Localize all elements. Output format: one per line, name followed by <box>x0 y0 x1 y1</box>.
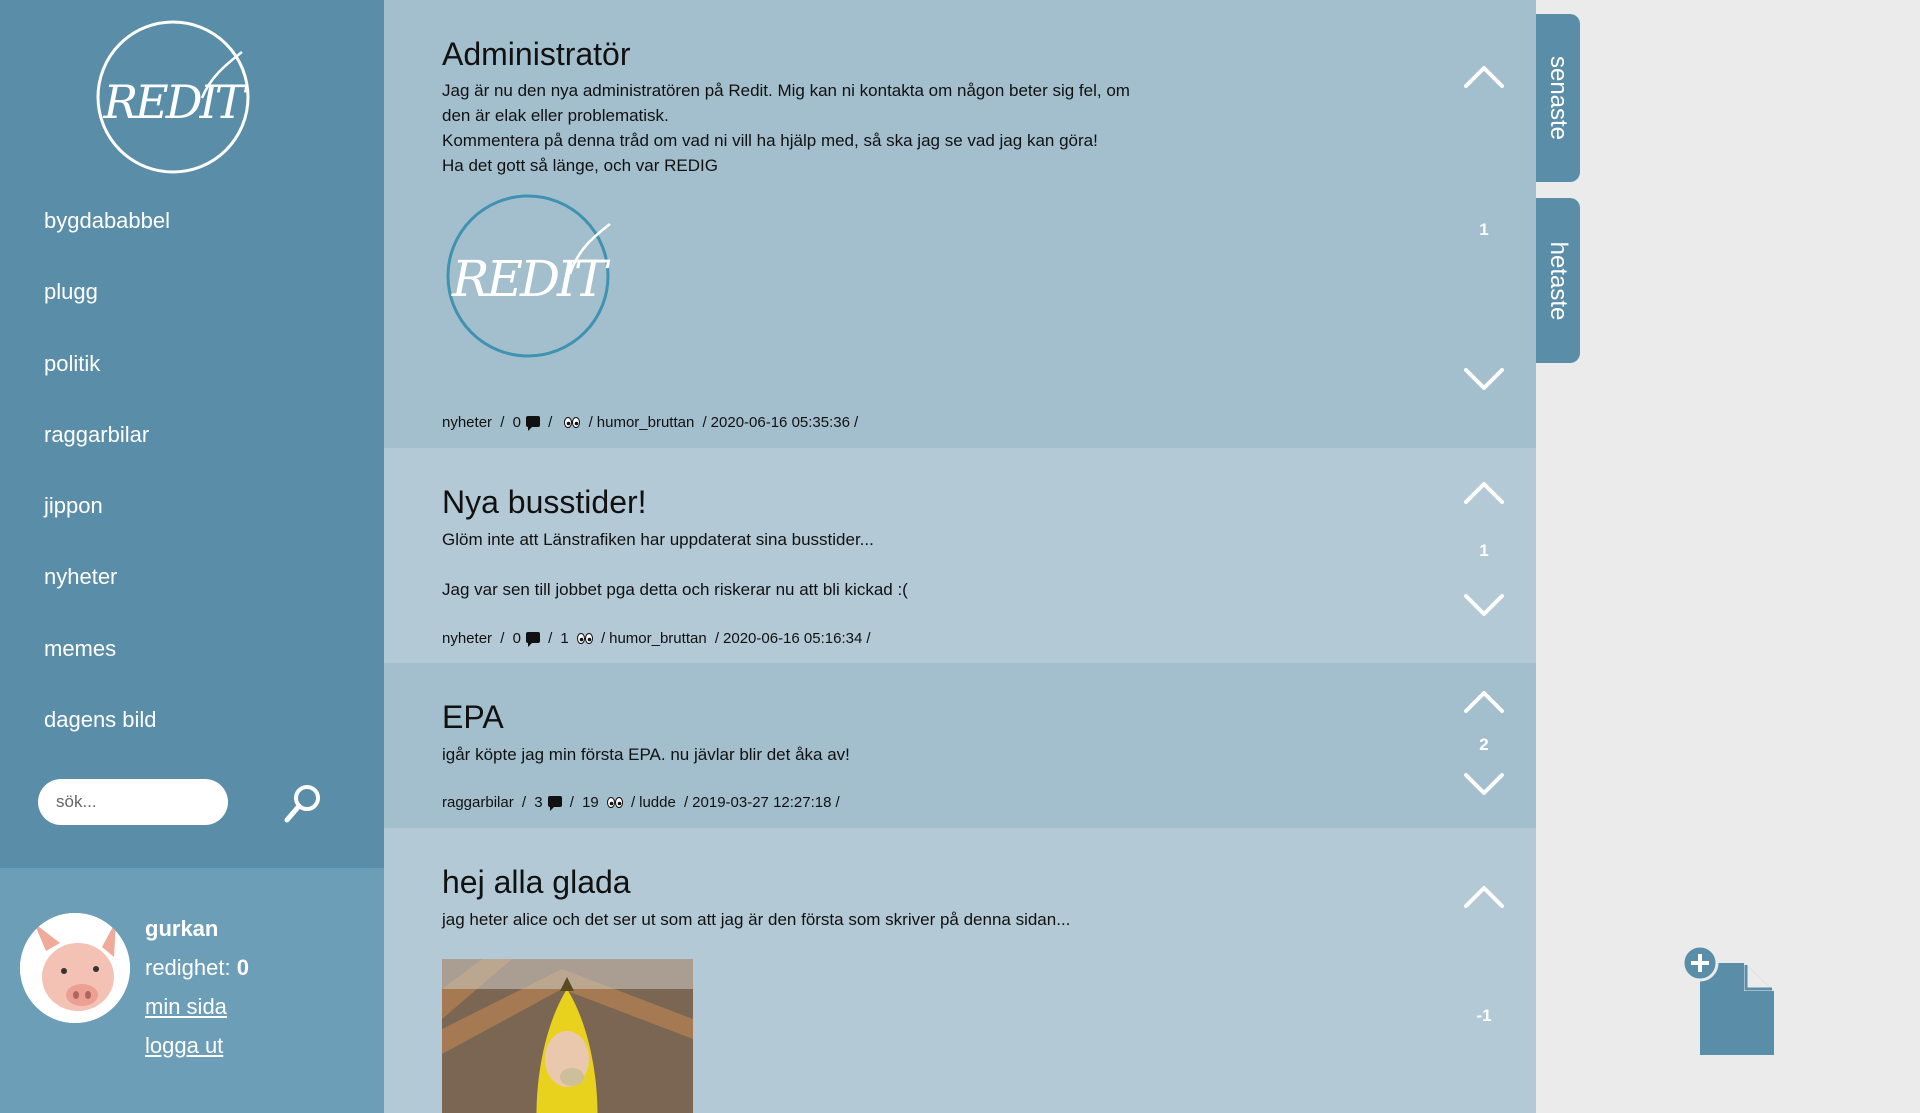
post-title[interactable]: EPA <box>442 699 504 735</box>
views-count: 19 <box>582 794 599 811</box>
meta-separator: / <box>600 630 606 647</box>
comment-count: 0 <box>512 414 521 431</box>
meta-separator: / <box>866 630 871 647</box>
meta-separator: / <box>588 414 593 431</box>
user-panel <box>0 868 384 1113</box>
vote-count: -1 <box>1476 1006 1492 1025</box>
new-post-button[interactable] <box>1682 945 1778 1060</box>
avatar[interactable] <box>20 913 130 1023</box>
comment-count: 3 <box>534 794 543 811</box>
post-body: jag heter alice och det ser ut som att jag är den första som skriver på denna sidan... <box>442 910 1071 929</box>
post-author[interactable]: humor_bruttan <box>596 414 695 431</box>
post-category[interactable]: nyheter <box>442 630 493 647</box>
post-card <box>384 448 1536 663</box>
profile-link[interactable]: min sida <box>145 994 227 1019</box>
post-meta <box>442 414 862 431</box>
post-author[interactable]: ludde <box>639 794 676 811</box>
user-score <box>145 955 249 981</box>
tab-hottest[interactable] <box>1536 198 1580 363</box>
meta-separator: / <box>548 414 553 431</box>
post-author[interactable]: humor_bruttan <box>609 630 707 647</box>
comment-icon <box>526 632 540 643</box>
vote-count: 2 <box>1479 735 1489 754</box>
meta-separator: / <box>569 794 574 811</box>
post-body: Jag är nu den nya administratören på Redit. Mig kan ni kontakta om någon beter sig fel, om den är elak eller problematisk. Kommentera på denna tråd om vad ni vill ha hjälp med, så ska jag se vad jag kan göra! Ha det gott så länge, och var REDIG <box>442 81 1130 175</box>
views-eyes-icon <box>564 417 580 428</box>
comment-count: 0 <box>512 630 521 647</box>
meta-separator: / <box>684 794 689 811</box>
upvote-chevron-up-icon[interactable] <box>1462 687 1506 715</box>
post-title[interactable]: Nya busstider! <box>442 484 647 520</box>
tab-latest-label: senaste <box>1545 55 1572 141</box>
post-card <box>384 663 1536 828</box>
search-input[interactable] <box>38 779 228 825</box>
search-icon[interactable] <box>280 780 326 826</box>
downvote-chevron-down-icon[interactable] <box>1462 771 1506 799</box>
post-card <box>384 828 1536 1113</box>
score-label: redighet: <box>145 955 231 980</box>
nav-item-politik[interactable]: politik <box>44 350 101 376</box>
post-date: 2020-06-16 05:35:36 <box>710 414 850 431</box>
views-count: 1 <box>560 630 569 647</box>
post-feed <box>384 0 1536 1113</box>
post-image <box>442 192 616 360</box>
post-title[interactable]: Administratör <box>442 36 631 72</box>
vote-count: 1 <box>1479 220 1489 239</box>
nav-item-dagens-bild[interactable]: dagens bild <box>44 707 157 733</box>
post-body: Glöm inte att Länstrafiken har uppdaterat sina busstider... Jag var sen till jobbet pga detta och riskerar nu att bli kickad :( <box>442 530 908 599</box>
post-title[interactable]: hej alla glada <box>442 864 631 900</box>
meta-separator: / <box>853 414 859 431</box>
post-meta <box>442 794 844 811</box>
tab-hottest-label: hetaste <box>1545 241 1572 320</box>
meta-separator: / <box>500 414 505 431</box>
logout-link[interactable]: logga ut <box>145 1033 224 1058</box>
meta-separator: / <box>500 630 505 647</box>
nav-item-memes[interactable]: memes <box>44 635 117 661</box>
upvote-chevron-up-icon[interactable] <box>1462 62 1506 90</box>
nav-item-nyheter[interactable]: nyheter <box>44 564 118 590</box>
meta-separator: / <box>630 794 636 811</box>
tab-latest[interactable] <box>1536 14 1580 182</box>
meta-separator: / <box>548 630 553 647</box>
nav-item-bygdababbel[interactable]: bygdababbel <box>44 208 171 233</box>
post-category[interactable]: nyheter <box>442 414 493 431</box>
meta-separator: / <box>702 414 707 431</box>
downvote-chevron-down-icon[interactable] <box>1462 592 1506 620</box>
new-document-plus-icon <box>1682 945 1778 1060</box>
upvote-chevron-up-icon[interactable] <box>1462 882 1506 910</box>
post-meta <box>442 630 874 647</box>
nav-item-plugg[interactable]: plugg <box>44 279 98 305</box>
post-card <box>384 0 1536 448</box>
post-category[interactable]: raggarbilar <box>442 794 514 811</box>
post-date: 2019-03-27 12:27:18 <box>692 794 832 811</box>
downvote-chevron-down-icon[interactable] <box>1462 366 1506 394</box>
views-eyes-icon <box>607 797 623 808</box>
post-image <box>442 959 693 1113</box>
post-body: igår köpte jag min första EPA. nu jävlar blir det åka av! <box>442 745 850 764</box>
vote-count: 1 <box>1479 541 1489 560</box>
views-eyes-icon <box>577 633 593 644</box>
comment-icon <box>548 796 562 807</box>
redit-logo[interactable] <box>94 18 252 176</box>
logo-text: REDIT <box>103 75 243 129</box>
meta-separator: / <box>835 794 840 811</box>
post-date: 2020-06-16 05:16:34 <box>723 630 863 647</box>
score-value: 0 <box>236 955 249 980</box>
meta-separator: / <box>714 630 720 647</box>
post-image-text: REDIT <box>451 250 605 308</box>
sidebar <box>0 0 384 1113</box>
username: gurkan <box>145 916 219 941</box>
nav-item-raggarbilar[interactable]: raggarbilar <box>44 421 150 447</box>
category-nav <box>0 190 384 760</box>
nav-item-jippon[interactable]: jippon <box>44 493 103 519</box>
meta-separator: / <box>521 794 527 811</box>
comment-icon <box>526 416 540 427</box>
upvote-chevron-up-icon[interactable] <box>1462 478 1506 506</box>
